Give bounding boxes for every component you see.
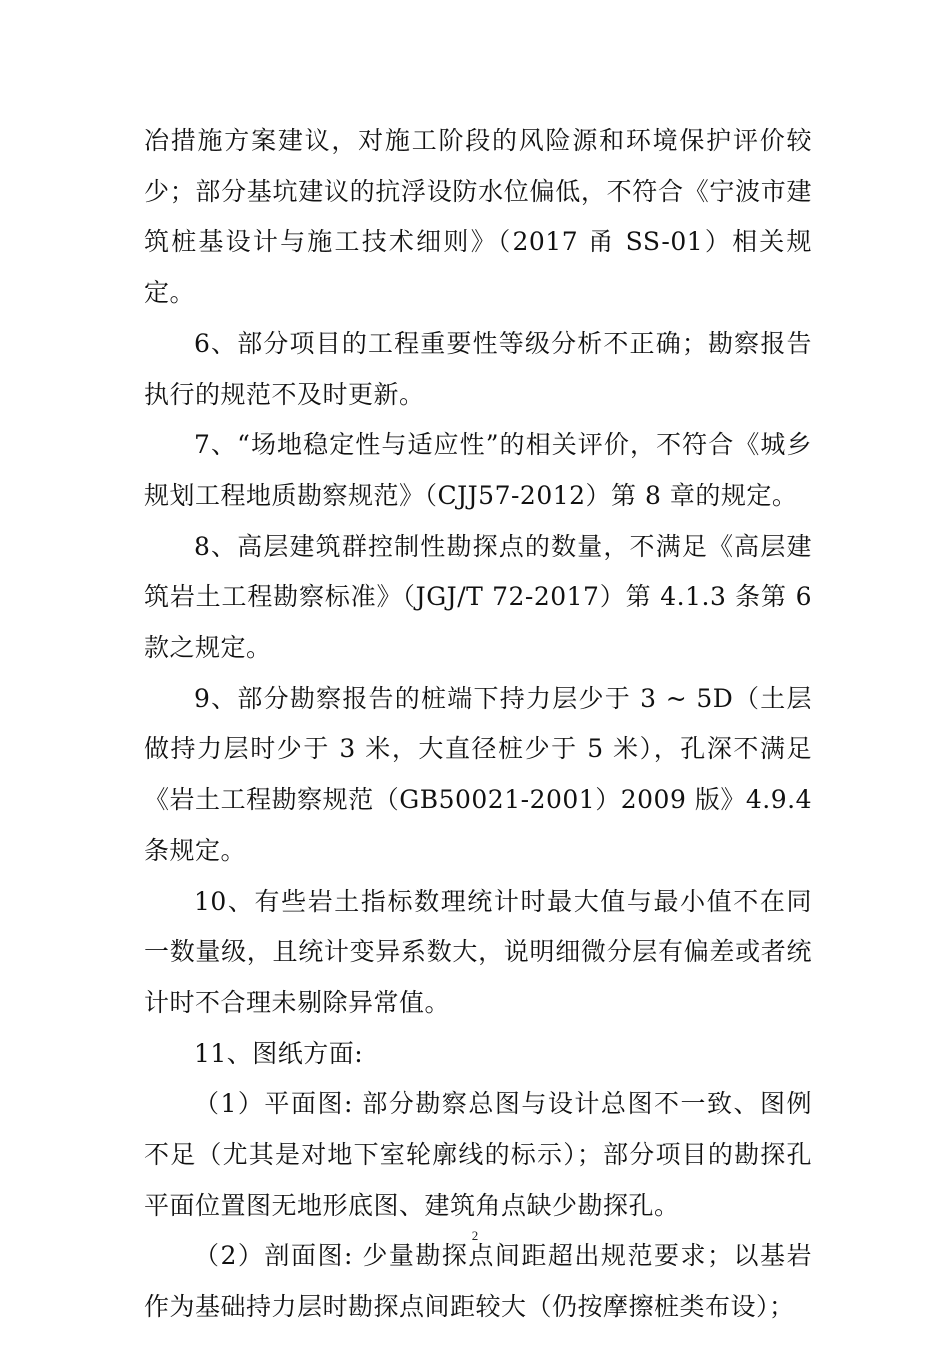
paragraph-item-10: 10、有些岩土指标数理统计时最大值与最小值不在同一数量级，且统计变异系数大，说明细微分层有偏差或者统计时不合理未剔除异常值。: [144, 886, 812, 1017]
paragraph-item-11: 11、图纸方面:: [194, 1038, 364, 1068]
paragraph-item-8: 8、高层建筑群控制性勘探点的数量，不满足《高层建筑岩土工程勘察标准》（JGJ/T 72-2017）第 4.1.3 条第 6 款之规定。: [144, 531, 812, 663]
paragraph-item-9: 9、部分勘察报告的桩端下持力层少于 3 ~ 5D（土层做持力层时少于 3 米，大直径桩少于 5 米），孔深不满足《岩土工程勘察规范（GB50021-2001）2009 版》4.9.4 条规定。: [144, 683, 812, 865]
paragraph-item-7: 7、“场地稳定性与适应性”的相关评价，不符合《城乡规划工程地质勘察规范》（CJJ57-2012）第 8 章的规定。: [144, 430, 812, 510]
page-number: 2: [471, 1228, 479, 1243]
paragraph-item-6: 6、部分项目的工程重要性等级分析不正确；勘察报告执行的规范不及时更新。: [144, 328, 812, 409]
paragraph-item-11-2-section: （2）剖面图: 少量勘探点间距超出规范要求；以基岩作为基础持力层时勘探点间距较大（仍按摩擦桩类布设）；: [144, 1241, 812, 1322]
paragraph-item-11-1-plan: （1）平面图: 部分勘察总图与设计总图不一致、图例不足（尤其是对地下室轮廓线的标示）；部分项目的勘探孔平面位置图无地形底图、建筑角点缺少勘探孔。: [144, 1089, 812, 1220]
paragraph-continuation: 冶措施方案建议，对施工阶段的风险源和环境保护评价较少；部分基坑建议的抗浮设防水位偏低，不符合《宁波市建筑桩基设计与施工技术细则》（2017 甬 SS-01）相关规定。: [144, 126, 812, 308]
document-body: [144, 116, 812, 1333]
